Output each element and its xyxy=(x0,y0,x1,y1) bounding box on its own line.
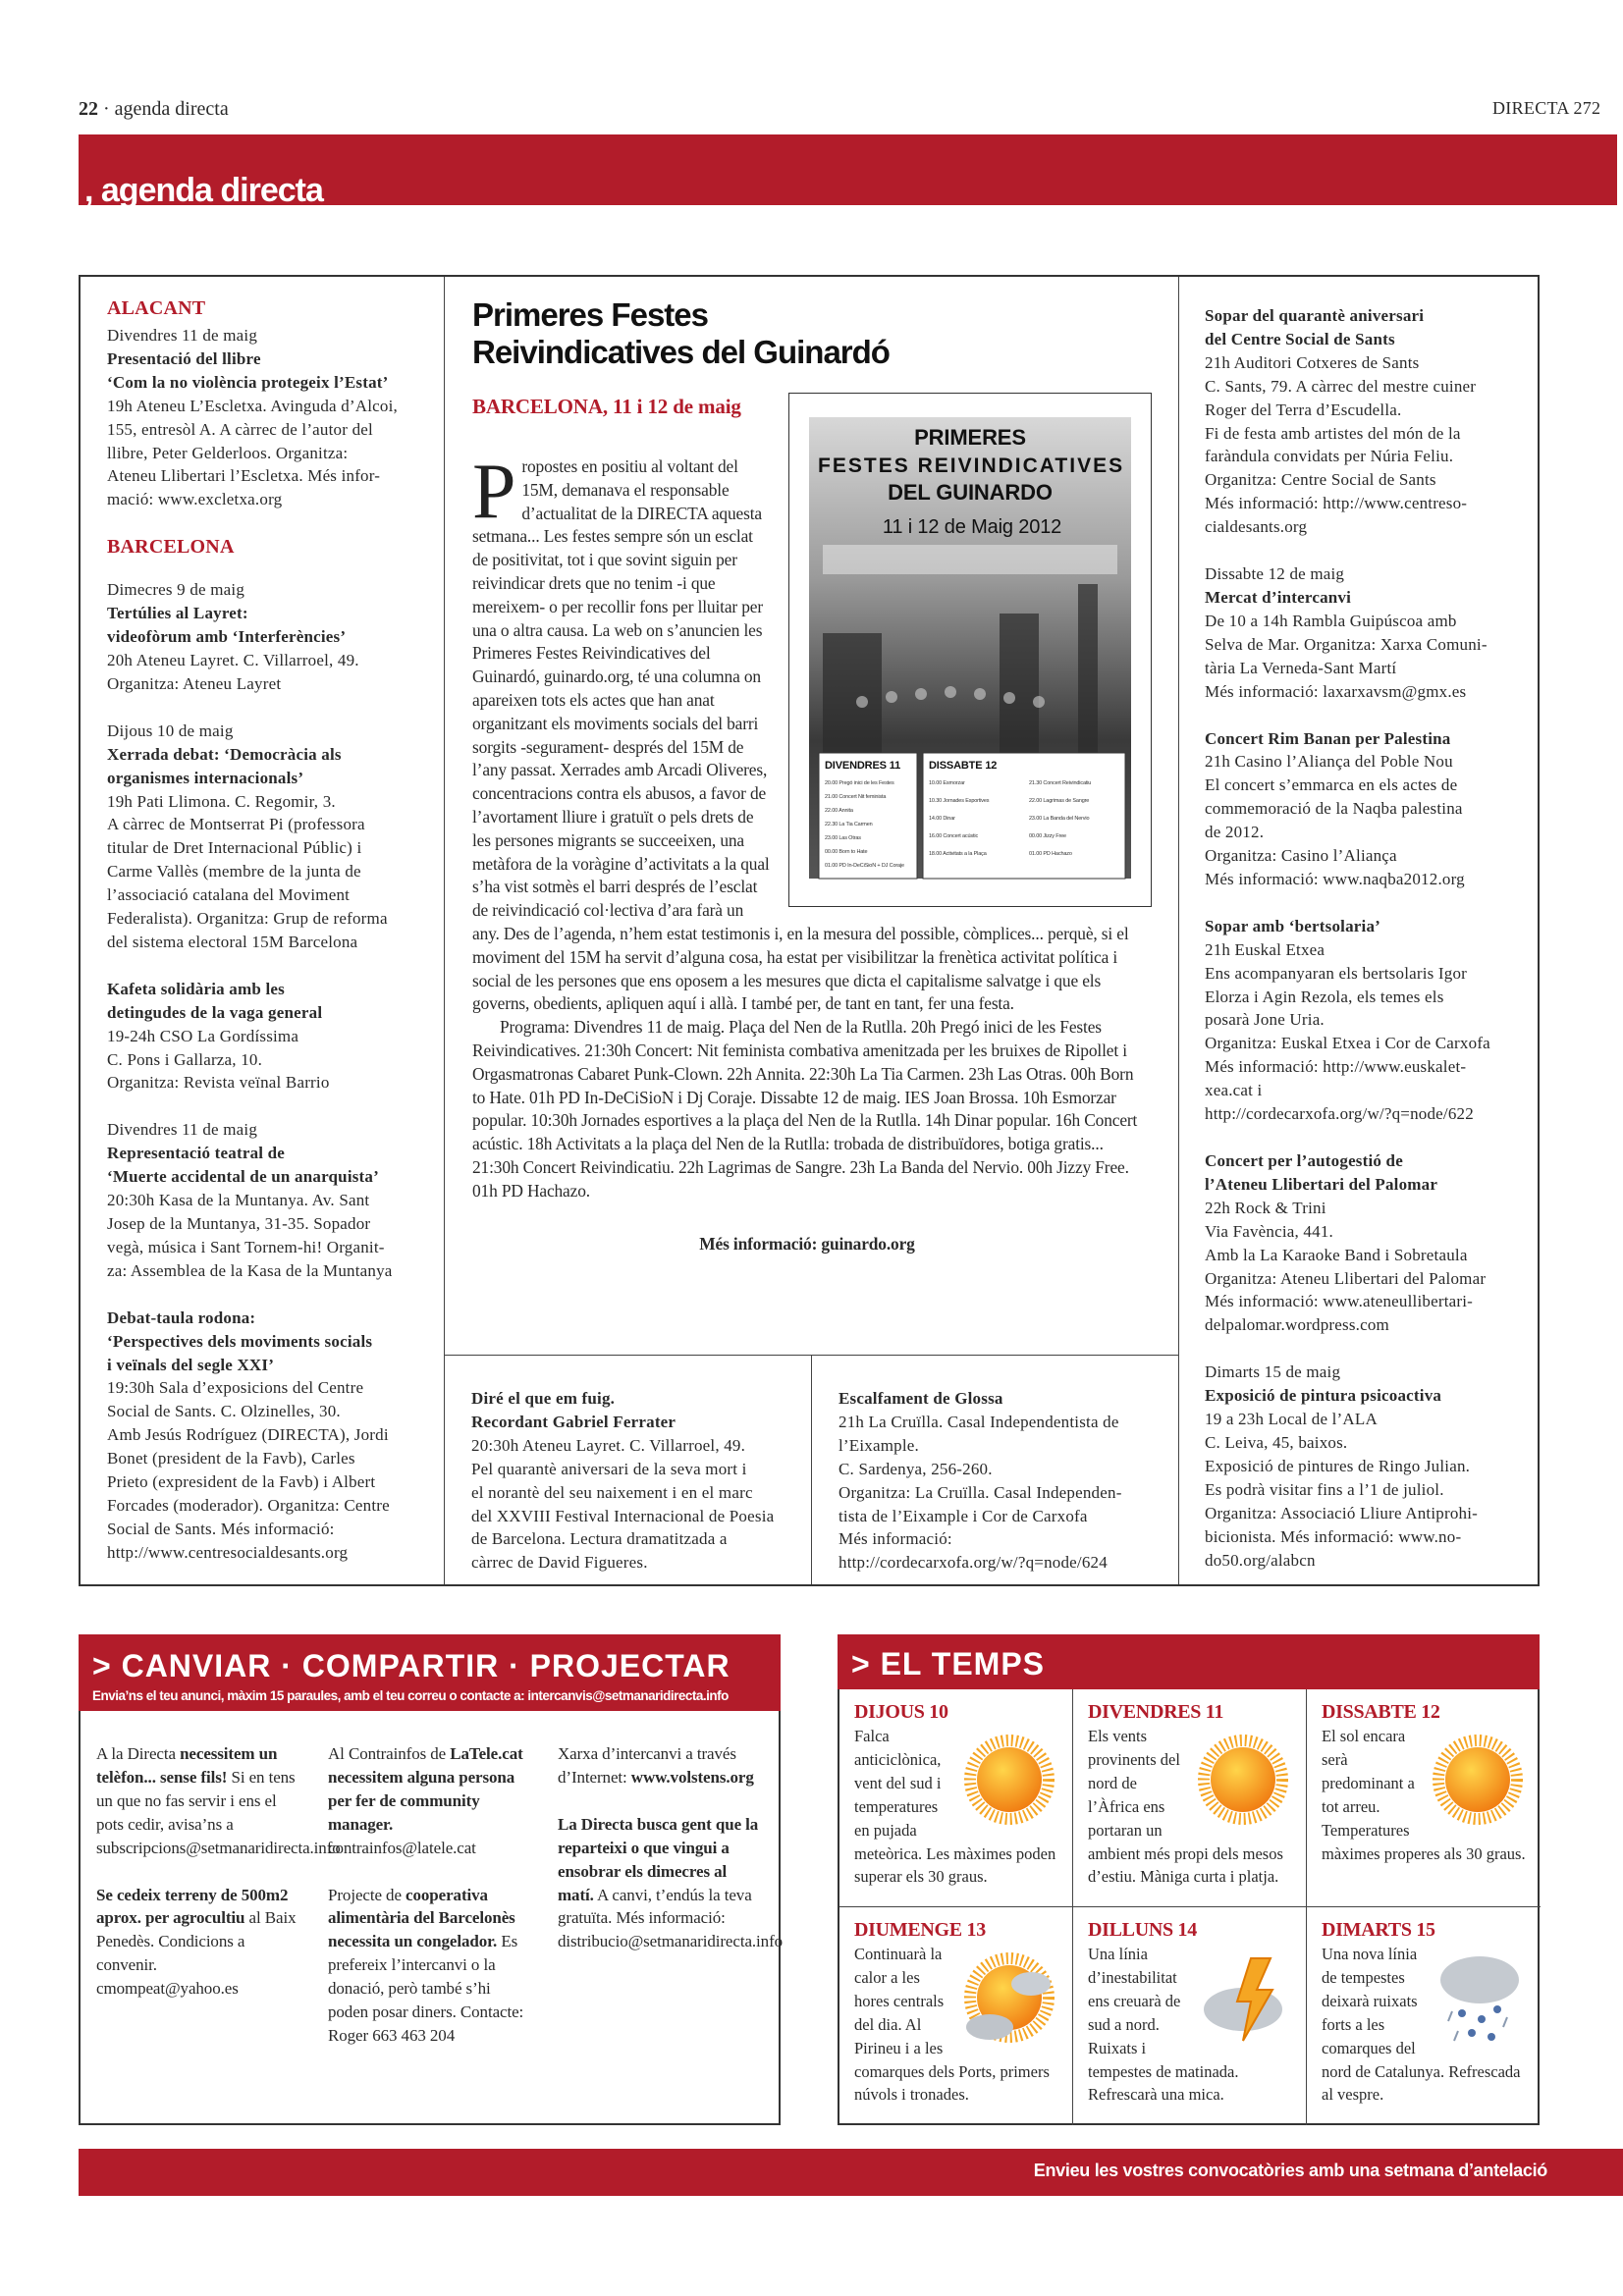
section-name: · agenda directa xyxy=(103,98,229,120)
event-title: Presentació del llibre xyxy=(107,348,261,368)
classified-text: www.volstens.org xyxy=(630,1767,754,1787)
event-detail: Pel quarantè aniversari de la seva mort i xyxy=(471,1459,747,1478)
event-title: videofòrum amb ‘Interferències’ xyxy=(107,627,347,647)
classifieds-column xyxy=(328,1742,534,2071)
feature-program: Programa: Divendres 11 de maig. Plaça del Nen de la Rutlla. 20h Pregó inici de les Festes Reivindicatives. 21:30h Concert: Nit feminista combativa amenitzada per les bruixes de Ripollet i Orgasmatronas Cabaret Punk-Clown. 22h Annita. 22:30h La Tia Carmen. 23h Las Otras. 00h Born to Hate. 01h PD In-DeCiSioN i Dj Coraje. Dissabte 12 de maig. IES Joan Brossa. 10h Esmorzar popular. 10:30h Jornades esportives a la plaça del Nen de la Rutlla. 14h Dinar popular. 16h Concert acústic. 18h Activitats a la plaça del Nen de la Rutlla: trobada de distribuïdores, botiga gratis... 21:30h Concert Reivindicatiu. 22h Lagrimas de Sangre. 23h La Banda del Nervio. 00h Jizzy Free. 01h PD Hachazo. xyxy=(472,1017,1138,1201)
poster-schedule-item: 10.00 Esmorzar xyxy=(929,780,965,786)
poster-schedule-item: 22.00 Annita xyxy=(825,808,853,814)
classified-text: Xarxa d’intercanvi a través d’Internet: xyxy=(558,1744,736,1787)
weather-day xyxy=(1073,1907,1307,2125)
poster-schedule-item: 18.00 Activitats a la Plaça xyxy=(929,851,987,857)
poster-title-1: PRIMERES xyxy=(914,425,1026,450)
poster-schedule-item: 00.00 Jizzy Free xyxy=(1029,833,1066,839)
classifieds-header xyxy=(79,1634,781,1711)
event-detail: Forcades (moderador). Organitza: Centre xyxy=(107,1495,390,1515)
weather-day-label: DIVENDRES 11 xyxy=(1088,1701,1224,1723)
event-detail: tista de l’Eixample i Cor de Carxofa xyxy=(839,1506,1088,1525)
classified-text: A la Directa xyxy=(96,1744,181,1763)
classified-text: A canvi, t’endús la teva gratuïta. Més informació: distribucio@setmanaridirecta.info xyxy=(558,1885,784,1951)
event-detail: do50.org/alabcn xyxy=(1205,1550,1316,1570)
weather-day xyxy=(839,1689,1073,1907)
event-detail: 19-24h CSO La Gordíssima xyxy=(107,1026,299,1045)
poster-image xyxy=(788,393,1152,907)
weather-day xyxy=(839,1907,1073,2125)
event-detail: Es podrà visitar fins a l’1 de juliol. xyxy=(1205,1479,1444,1499)
feature-title xyxy=(472,296,890,371)
classifieds-title: > CANVIAR · COMPARTIR · PROJECTAR xyxy=(92,1648,730,1683)
event-title: Sopar amb ‘bertsolaria’ xyxy=(1205,916,1380,935)
event-listing xyxy=(107,1118,434,1282)
feature-column xyxy=(445,277,1178,1584)
feature-title-line: Reivindicatives del Guinardó xyxy=(472,334,890,370)
event-detail: delpalomar.wordpress.com xyxy=(1205,1315,1389,1335)
event-detail: 21h La Cruïlla. Casal Independentista de xyxy=(839,1412,1119,1431)
event-detail: Organitza: Centre Social de Sants xyxy=(1205,470,1436,490)
right-column xyxy=(1178,277,1540,1584)
event-detail: Organitza: Euskal Etxea i Cor de Carxofa xyxy=(1205,1034,1490,1053)
poster-title-3: DEL GUINARDO xyxy=(888,480,1053,505)
event-listing xyxy=(1205,304,1532,539)
thunderstorm-icon xyxy=(1194,1949,1292,2047)
classified-text: Al Contrainfos de xyxy=(328,1744,451,1763)
event-detail: Social de Sants. C. Olzinelles, 30. xyxy=(107,1402,341,1421)
event-detail: tària La Verneda-Sant Martí xyxy=(1205,658,1397,677)
classifieds-column xyxy=(558,1742,784,1977)
event-detail: 155, entresòl A. A càrrec de l’autor del xyxy=(107,419,373,439)
event-date: Dimecres 9 de maig xyxy=(107,580,245,600)
event-detail: Més informació: laxarxavsm@gmx.es xyxy=(1205,681,1467,701)
weather-forecast-text: Els vents provinents del nord de l’Àfrica ens portaran un ambient més propi dels mesos d’estiu. Màniga curta i platja. xyxy=(1088,1727,1283,1887)
event-detail: Prieto (expresident de la Favb) i Albert xyxy=(107,1472,376,1492)
weather-box xyxy=(838,1634,1540,2125)
classified-text: al Baix Penedès. Condicions a convenir. cmompeat@yahoo.es xyxy=(96,1908,297,1999)
rain-icon xyxy=(1429,1949,1527,2047)
classified-text: Es prefereix l’intercanvi o la donació, però també s’hi poden posar diners. Contacte: Roger 663 463 204 xyxy=(328,1932,524,2045)
footer-text: Envieu les vostres convocatòries amb una setmana d’antelació xyxy=(1033,2161,1547,2180)
event-detail: 20:30h Kasa de la Muntanya. Av. Sant xyxy=(107,1191,370,1210)
classified-text: Se cedeix terreny de 500m2 aprox. per agrocultiu xyxy=(96,1885,289,1928)
event-detail: Organitza: Casino l’Aliança xyxy=(1205,846,1397,866)
poster-schedule-item: 23.00 La Banda del Nervio xyxy=(1029,816,1090,822)
event-detail: C. Leiva, 45, baixos. xyxy=(1205,1432,1348,1452)
event-listing xyxy=(1205,562,1532,703)
weather-day-label: DILLUNS 14 xyxy=(1088,1919,1197,1941)
poster-schedule-item: 23.00 Las Otras xyxy=(825,835,861,841)
feature-paragraph-text: ropostes en positiu al voltant del 15M, demanava el responsable d’actualitat de la DIRECTA aquesta setmana... Les festes sempre són un esclat de positivitat, tot i que sovint siguin per reivindicar drets que no tenim -i que mereixem- o per recollir fons per lluitar per una o altra causa. La web on s’anuncien les Primeres Festes Reivindicatives del Guinardó, guinardo.org, té una columna on apareixen tots els actes que han anat organitzant els moviments socials del barri sorgits -segurament- després del 15M de l’any passat. Xerrades amb Arcadi Oliveres, concentracions contra els abusos, a favor de l’avortament lliure i gratuït o pels drets de les persones migrants se succeeixen, una metàfora de la voràgine d’activitats a la qual s’ha vist sotmès el barri després de l’esclat de reivindicació col·lectiva d’ara farà un any. Des de l’agenda, n’hem estat testimonis i, en la mesura del possible, còmplices... perquè, si el moviment del 15M ha servit d’alguna cosa, ha estat per visibilitzar la frenètica activitat política i social de les persones que ens oposem a les mesures que dicta el capitalisme salvatge i que els governs, obedients, apliquen aquí i allà. I també per, de tant en tant, fer una festa. xyxy=(472,456,1129,1014)
weather-forecast-text: Continuarà la calor a les hores centrals del dia. Al Pirineu i a les comarques dels Ports, primers núvols i tronades. xyxy=(854,1945,1050,2105)
weather-forecast-text: Una línia d’inestabilitat ens creuarà de sud a nord. Ruixats i tempestes de matinada. Refrescarà una mica. xyxy=(1088,1945,1239,2105)
poster-schedule-item: 22.00 Lagrimas de Sangre xyxy=(1029,798,1090,804)
event-detail: Josep de la Muntanya, 31-35. Sopador xyxy=(107,1214,371,1233)
event-title: i veïnals del segle XXI’ xyxy=(107,1355,275,1374)
poster-title-2: FESTES REIVINDICATIVES xyxy=(818,454,1122,477)
event-detail: Organitza: Ateneu Llibertari del Palomar xyxy=(1205,1268,1487,1288)
event-listing xyxy=(839,1387,1168,1575)
sun-icon xyxy=(1429,1731,1527,1829)
poster-schedule-item: 00.00 Born to Hate xyxy=(825,849,868,855)
poster-dates: 11 i 12 de Maig 2012 xyxy=(882,516,1062,538)
event-detail: mació: www.excletxa.org xyxy=(107,490,283,509)
poster-graphic xyxy=(803,407,1137,892)
event-detail: http://www.centresocialdesants.org xyxy=(107,1542,349,1562)
poster-day1: DIVENDRES 11 xyxy=(825,760,901,772)
event-listing xyxy=(1205,1149,1532,1337)
classified-ad xyxy=(328,1884,534,2048)
event-title: Representació teatral de xyxy=(107,1144,286,1163)
classified-ad xyxy=(558,1813,784,1953)
event-detail: Ateneu Llibertari l’Escletxa. Més infor- xyxy=(107,466,381,486)
city-heading: ALACANT xyxy=(107,297,206,319)
event-title: Sopar del quarantè aniversari xyxy=(1205,306,1425,325)
weather-day xyxy=(1307,1689,1541,1907)
event-detail: Amb Jesús Rodríguez (DIRECTA), Jordi xyxy=(107,1425,389,1445)
event-listing xyxy=(107,720,434,954)
footer-bar xyxy=(79,2149,1623,2196)
event-detail: cialdesants.org xyxy=(1205,517,1308,537)
event-detail: bicionista. Més informació: www.no- xyxy=(1205,1526,1462,1546)
event-listing xyxy=(107,978,434,1095)
event-detail: 21h Auditori Cotxeres de Sants xyxy=(1205,352,1420,372)
middle-event-cell xyxy=(445,1356,812,1584)
event-detail: 19h Pati Llimona. C. Regomir, 3. xyxy=(107,791,336,811)
event-title: Mercat d’intercanvi xyxy=(1205,587,1352,607)
event-detail: http://cordecarxofa.org/w/?q=node/622 xyxy=(1205,1104,1474,1124)
event-detail: commemoració de la Naqba palestina xyxy=(1205,799,1463,819)
feature-bottom-events xyxy=(445,1355,1178,1584)
event-detail: l’Eixample. xyxy=(839,1435,919,1455)
event-detail: Organitza: Revista veïnal Barrio xyxy=(107,1073,330,1093)
classifieds-subtitle: Envia’ns el teu anunci, màxim 15 paraules, amb el teu correu o contacte a: intercanvis@setmanaridirecta.info xyxy=(92,1688,729,1703)
sun-icon xyxy=(1194,1731,1292,1829)
left-column xyxy=(81,277,445,1584)
event-detail: del sistema electoral 15M Barcelona xyxy=(107,932,358,951)
weather-day-label: DIJOUS 10 xyxy=(854,1701,948,1723)
page-number: 22 xyxy=(79,98,98,120)
event-detail: del XXVIII Festival Internacional de Poesia xyxy=(471,1506,775,1525)
poster-day2: DISSABTE 12 xyxy=(929,760,998,772)
event-detail: posarà Jone Uria. xyxy=(1205,1010,1325,1030)
weather-day xyxy=(1073,1689,1307,1907)
event-detail: 21h Euskal Etxea xyxy=(1205,939,1325,959)
event-listing xyxy=(471,1387,801,1575)
event-title: Diré el que em fuig. xyxy=(471,1389,616,1408)
event-title: organismes internacionals’ xyxy=(107,768,304,787)
classified-text: cooperativa alimentària del Barcelonès necessita un congelador. xyxy=(328,1885,515,1951)
event-detail: Roger del Terra d’Escudella. xyxy=(1205,400,1402,419)
partly-cloudy-icon xyxy=(960,1949,1058,2047)
event-detail: Organitza: Ateneu Layret xyxy=(107,673,282,693)
event-listing xyxy=(107,324,434,511)
event-detail: C. Sants, 79. A càrrec del mestre cuiner xyxy=(1205,376,1477,396)
feature-subtitle: BARCELONA, 11 i 12 de maig xyxy=(472,395,741,418)
event-listing xyxy=(107,1307,434,1565)
event-detail: Organitza: La Cruïlla. Casal Independen- xyxy=(839,1482,1122,1502)
weather-forecast-text: El sol encara serà predominant a tot arreu. Temperatures màximes properes als 30 graus. xyxy=(1322,1727,1526,1863)
event-date: Dimarts 15 de maig xyxy=(1205,1362,1341,1382)
event-detail: Fi de festa amb artistes del món de la xyxy=(1205,423,1461,443)
event-date: Divendres 11 de maig xyxy=(107,1120,258,1140)
event-detail: xea.cat i xyxy=(1205,1081,1263,1100)
event-detail: 19 a 23h Local de l’ALA xyxy=(1205,1410,1378,1429)
event-detail: 19h Ateneu L’Escletxa. Avinguda d’Alcoi, xyxy=(107,396,398,415)
classified-text: necessitem un telèfon... sense fils! xyxy=(96,1744,278,1787)
event-listing xyxy=(107,578,434,696)
event-detail: Federalista). Organitza: Grup de reforma xyxy=(107,909,388,929)
event-title: ‘Muerte accidental de un anarquista’ xyxy=(107,1167,379,1187)
event-detail: A càrrec de Montserrat Pi (professora xyxy=(107,815,365,834)
event-detail: 21h Casino l’Aliança del Poble Nou xyxy=(1205,752,1453,772)
event-date: Dissabte 12 de maig xyxy=(1205,564,1345,584)
drop-cap: P xyxy=(472,449,516,535)
event-detail: càrrec de David Figueres. xyxy=(471,1553,648,1573)
event-detail: Més informació: http://www.centreso- xyxy=(1205,494,1468,513)
weather-day xyxy=(1307,1907,1541,2125)
event-title: detingudes de la vaga general xyxy=(107,1002,323,1022)
event-detail: Ens acompanyaran els bertsolaris Igor xyxy=(1205,963,1468,983)
classified-text: contrainfos@latele.cat xyxy=(328,1838,476,1857)
event-title: del Centre Social de Sants xyxy=(1205,329,1395,348)
event-title: Exposició de pintura psicoactiva xyxy=(1205,1386,1442,1406)
event-detail: de 2012. xyxy=(1205,823,1265,842)
middle-event-cell xyxy=(812,1356,1178,1584)
event-listing xyxy=(1205,915,1532,1126)
event-detail: 19:30h Sala d’exposicions del Centre xyxy=(107,1378,364,1398)
event-detail: 20:30h Ateneu Layret. C. Villarroel, 49. xyxy=(471,1435,746,1455)
classified-ad xyxy=(328,1742,534,1860)
event-detail: Més informació: xyxy=(839,1529,952,1549)
event-detail: C. Sardenya, 256-260. xyxy=(839,1459,993,1478)
feature-title-line: Primeres Festes xyxy=(472,296,708,333)
poster-schedule-item: 21.30 Concert Reivindicatiu xyxy=(1029,780,1092,786)
classifieds-column xyxy=(96,1742,341,2024)
classifieds-box xyxy=(79,1634,784,2125)
sun-icon xyxy=(960,1731,1058,1829)
event-detail: vegà, música i Sant Tornem-hi! Organit- xyxy=(107,1237,385,1256)
poster-schedule-item: 14.00 Dinar xyxy=(929,816,955,822)
event-detail: De 10 a 14h Rambla Guipúscoa amb xyxy=(1205,611,1457,630)
agenda-grid xyxy=(79,275,1540,1586)
event-detail: llibre, Peter Gelderloos. Organitza: xyxy=(107,443,349,462)
weather-forecast-text: Una nova línia de tempestes deixarà ruixats forts a les comarques del nord de Catalunya. Refrescada al vespre. xyxy=(1322,1945,1521,2105)
event-title: ‘Perspectives dels moviments socials xyxy=(107,1331,373,1351)
weather-day-label: DISSABTE 12 xyxy=(1322,1701,1440,1723)
event-detail: Organitza: Associació Lliure Antiprohi- xyxy=(1205,1503,1479,1522)
event-title: Escalfament de Glossa xyxy=(839,1389,1003,1408)
banner-title: , agenda directa xyxy=(84,172,323,209)
event-detail: Bonet (president de la Favb), Carles xyxy=(107,1449,355,1468)
event-detail: Via Favència, 441. xyxy=(1205,1221,1333,1241)
event-detail: Selva de Mar. Organitza: Xarxa Comuni- xyxy=(1205,634,1488,654)
classified-text: La Directa busca gent que la reparteixi o que vingui a ensobrar els dimecres al matí. xyxy=(558,1814,759,1904)
poster-schedule-item: 01.00 PD In-DeCiSioN + DJ Coraje xyxy=(825,863,904,869)
event-title: Recordant Gabriel Ferrater xyxy=(471,1412,676,1431)
event-detail: za: Assemblea de la Kasa de la Muntanya xyxy=(107,1260,393,1280)
classified-ad xyxy=(96,1742,341,1860)
event-detail: Elorza i Agin Rezola, els temes els xyxy=(1205,987,1444,1006)
feature-article xyxy=(472,393,1142,1255)
event-detail: el norantè del seu naixement i en el marc xyxy=(471,1482,753,1502)
poster-schedule-item: 01.00 PD Hachazo xyxy=(1029,851,1072,857)
section-banner xyxy=(79,134,1617,209)
classified-text: LaTele.cat necessitem alguna persona per fer de community manager. xyxy=(328,1744,523,1834)
event-detail: Carme Vallès (membre de la junta de xyxy=(107,862,361,881)
poster-schedule-item: 16.00 Concert acústic xyxy=(929,833,979,839)
event-detail: Més informació: http://www.euskalet- xyxy=(1205,1057,1467,1077)
weather-header: > EL TEMPS xyxy=(838,1634,1540,1689)
event-title: Kafeta solidària amb les xyxy=(107,979,285,998)
feature-more-info-link[interactable]: Més informació: guinardo.org xyxy=(699,1233,915,1254)
event-detail: Social de Sants. Més informació: xyxy=(107,1519,335,1538)
event-date: Divendres 11 de maig xyxy=(107,326,258,345)
poster-schedule-item: 21.00 Concert Nit feminista xyxy=(825,794,887,800)
event-title: Tertúlies al Layret: xyxy=(107,604,248,623)
event-title: Debat-taula rodona: xyxy=(107,1308,256,1327)
poster-schedule-item: 10.30 Jornades Esportives xyxy=(929,798,990,804)
event-title: Concert per l’autogestió de xyxy=(1205,1151,1403,1170)
weather-forecast-text: Falca anticiclònica, vent del sud i temperatures en pujada meteòrica. Les màximes poden superar els 30 graus. xyxy=(854,1727,1056,1887)
classified-text: Si en tens un que no fas servir i ens el pots cedir, avisa’ns a subscripcions@setmanaridirecta.info xyxy=(96,1767,341,1857)
event-title: l’Ateneu Llibertari del Palomar xyxy=(1205,1174,1438,1194)
classified-text: Projecte de xyxy=(328,1885,406,1904)
event-detail: El concert s’emmarca en els actes de xyxy=(1205,775,1458,795)
event-detail: faràndula convidats per Núria Feliu. xyxy=(1205,447,1454,466)
classified-ad xyxy=(558,1742,764,1789)
page-header-left xyxy=(79,98,229,121)
event-detail: de Barcelona. Lectura dramatitzada a xyxy=(471,1529,728,1549)
event-title: ‘Com la no violència protegeix l’Estat’ xyxy=(107,372,389,392)
weather-day-label: DIUMENGE 13 xyxy=(854,1919,986,1941)
event-detail: C. Pons i Gallarza, 10. xyxy=(107,1049,263,1069)
event-detail: Amb la La Karaoke Band i Sobretaula xyxy=(1205,1245,1468,1264)
weather-day-label: DIMARTS 15 xyxy=(1322,1919,1435,1941)
event-detail: Més informació: www.ateneullibertari- xyxy=(1205,1292,1474,1311)
event-detail: 20h Ateneu Layret. C. Villarroel, 49. xyxy=(107,650,359,669)
event-title: Xerrada debat: ‘Democràcia als xyxy=(107,744,342,764)
event-listing xyxy=(1205,727,1532,891)
event-listing xyxy=(1205,1361,1532,1572)
issue-number: DIRECTA 272 xyxy=(1492,98,1601,118)
event-title: Concert Rim Banan per Palestina xyxy=(1205,728,1451,748)
poster-schedule-item: 20.00 Pregó inici de les Festes xyxy=(825,780,894,786)
event-detail: Exposició de pintures de Ringo Julian. xyxy=(1205,1456,1471,1475)
event-detail: titular de Dret Internacional Públic) i xyxy=(107,838,362,858)
event-detail: http://cordecarxofa.org/w/?q=node/624 xyxy=(839,1553,1108,1573)
poster-schedule-item: 22.30 La Tia Carmen xyxy=(825,822,873,828)
event-detail: l’associació catalana del Moviment xyxy=(107,885,351,905)
classified-ad xyxy=(96,1884,302,2002)
event-detail: 22h Rock & Trini xyxy=(1205,1198,1326,1217)
city-heading: BARCELONA xyxy=(107,536,235,559)
event-date: Dijous 10 de maig xyxy=(107,721,234,740)
event-detail: Més informació: www.naqba2012.org xyxy=(1205,869,1465,888)
